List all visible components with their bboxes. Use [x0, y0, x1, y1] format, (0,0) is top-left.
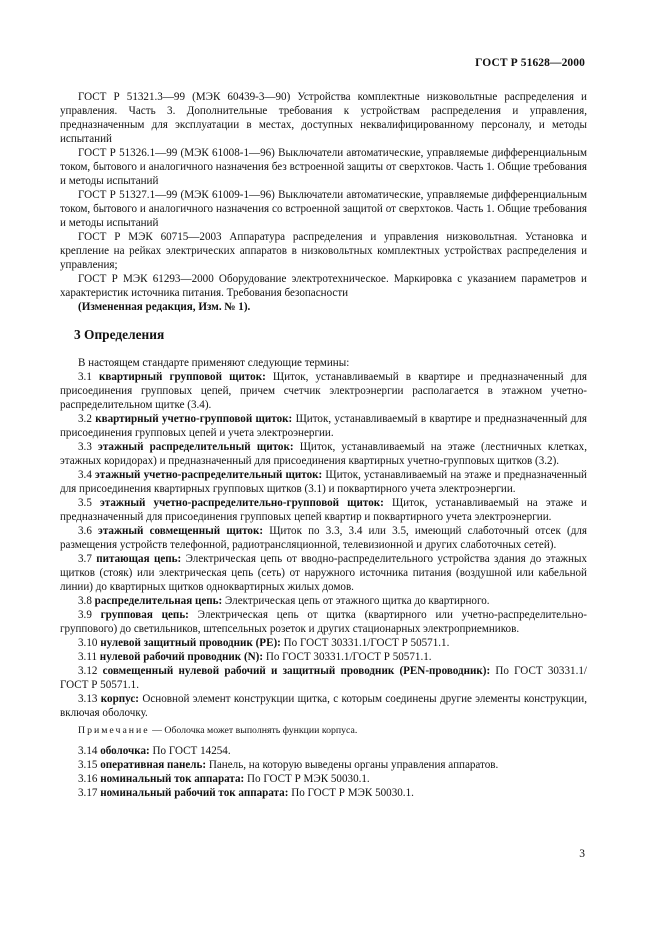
reference-item: ГОСТ Р 51327.1—99 (МЭК 61009-1—96) Выключатели автоматические, управляемые дифференциальным током, бытового и аналогичного назначения со встроенной защитой от сверхтоков. Часть 1. Общие требования и методы испытаний: [60, 189, 587, 229]
definition-number: 3.8: [78, 595, 92, 607]
definition-item: [60, 608, 587, 636]
definition-number: 3.17: [78, 787, 98, 799]
section-title: 3 Определения: [74, 327, 165, 342]
definition-item: [60, 692, 587, 720]
definition-item: [60, 744, 587, 758]
definition-number: 3.11: [78, 651, 98, 663]
definition-number: 3.16: [78, 773, 98, 785]
definition-number: 3.5: [78, 497, 92, 509]
definition-text: По ГОСТ 14254.: [149, 745, 231, 757]
note-text: — Оболочка может выполнять функции корпуса.: [149, 725, 358, 736]
definition-number: 3.10: [78, 637, 98, 649]
definition-term: нулевой рабочий проводник (N):: [99, 651, 264, 663]
definition-number: 3.13: [78, 693, 98, 705]
definition-term: этажный совмещенный щиток:: [98, 525, 264, 537]
definition-term: этажный распределительный щиток:: [98, 441, 294, 453]
definition-item: [60, 552, 587, 594]
definition-item: [60, 496, 587, 524]
definition-text: По ГОСТ Р МЭК 50030.1.: [288, 787, 414, 799]
definition-term: этажный учетно-распределительный щиток:: [95, 469, 323, 481]
page-number: 3: [579, 848, 585, 860]
definition-text: По ГОСТ Р МЭК 50030.1.: [244, 773, 370, 785]
definition-text: Щиток, устанавливаемый на этаже и предназначенный для присоединения квартирных групповых щитков (3.1) и поквартирного учета электроэнергии.: [60, 469, 587, 495]
definition-number: 3.2: [78, 413, 92, 425]
definition-term: номинальный рабочий ток аппарата:: [100, 787, 289, 799]
definition-text: Электрическая цепь от щитка (квартирного или учетно-распределительно-группового) до светильников, штепсельных розеток и других стационарных электроприемников.: [60, 609, 587, 635]
definition-term: корпус:: [100, 693, 139, 705]
definition-text: Панель, на которую выведены органы управления аппаратов.: [206, 759, 499, 771]
definition-number: 3.7: [78, 553, 92, 565]
note-label: Примечание: [78, 725, 150, 736]
definition-number: 3.6: [78, 525, 92, 537]
reference-item: ГОСТ Р МЭК 60715—2003 Аппаратура распределения и управления низковольтная. Установка и крепление на рейках электрических аппаратов в низковольтных комплектных устройствах распределения и управления;: [60, 231, 587, 271]
definition-term: распределительная цепь:: [94, 595, 223, 607]
definition-text: Электрическая цепь от этажного щитка до квартирного.: [222, 595, 490, 607]
definition-term: квартирный учетно-групповой щиток:: [95, 413, 293, 425]
definition-item: [60, 440, 587, 468]
definition-text: Щиток, устанавливаемый на этаже (лестничных клетках, этажных коридорах) и предназначенный для присоединения квартирных учетно-групповых щитков (3.2).: [60, 441, 587, 467]
definition-term: оперативная панель:: [100, 759, 207, 771]
reference-item: ГОСТ Р 51326.1—99 (МЭК 61008-1—96) Выключатели автоматические, управляемые дифференциальным током, бытового и аналогичного назначения без встроенной защиты от сверхтоков. Часть 1. Общие требования и методы испытаний: [60, 147, 587, 187]
definition-number: 3.9: [78, 609, 92, 621]
definition-item: [60, 468, 587, 496]
definition-text: По ГОСТ 30331.1/ГОСТ Р 50571.1.: [60, 665, 587, 691]
definition-term: совмещенный нулевой рабочий и защитный проводник (PEN-проводник):: [102, 665, 491, 677]
definition-term: этажный учетно-распределительно-групповой щиток:: [99, 497, 384, 509]
definition-number: 3.14: [78, 745, 98, 757]
definition-item: [60, 412, 587, 440]
definition-item: [60, 636, 587, 650]
definition-item: [60, 786, 587, 800]
definition-text: По ГОСТ 30331.1/ГОСТ Р 50571.1.: [263, 651, 432, 663]
definition-term: квартирный групповой щиток:: [98, 371, 266, 383]
document-body: [60, 90, 587, 800]
definition-text: Основной элемент конструкции щитка, с которым соединены другие элементы конструкции, включая оболочку.: [60, 693, 588, 719]
definition-item: [60, 664, 587, 692]
definition-number: 3.1: [78, 371, 92, 383]
definition-item: [60, 524, 587, 552]
definition-item: [60, 370, 587, 412]
definition-term: нулевой защитный проводник (PE):: [100, 637, 281, 649]
definition-item: [60, 650, 587, 664]
definition-number: 3.12: [78, 665, 98, 677]
definition-text: Щиток, устанавливаемый на этаже и предназначенный для присоединения групповых цепей квартир и поквартирного учета электроэнергии.: [60, 497, 587, 523]
definition-number: 3.15: [78, 759, 98, 771]
definition-text: Щиток, устанавливаемый в квартире и предназначенный для присоединения групповых цепей, причем счетчик электроэнергии располагается в этажном учетно-распределительном щитке (3.4).: [60, 371, 587, 411]
definition-term: питающая цепь:: [96, 553, 182, 565]
reference-item: ГОСТ Р МЭК 61293—2000 Оборудование электротехническое. Маркировка с указанием параметров и характеристик источника питания. Требования безопасности: [60, 273, 587, 299]
definition-number: 3.4: [78, 469, 92, 481]
section-intro: В настоящем стандарте применяют следующие термины:: [78, 357, 350, 369]
page-header: ГОСТ Р 51628—2000: [475, 57, 585, 69]
definition-term: номинальный ток аппарата:: [100, 773, 245, 785]
note: [60, 724, 587, 738]
definition-term: оболочка:: [100, 745, 150, 757]
definition-number: 3.3: [78, 441, 92, 453]
definition-text: Щиток по 3.3, 3.4 или 3.5, имеющий слаботочный отсек (для размещения устройств телефонной, радиотрансляционной, телевизионной и других слаботочных сетей).: [60, 525, 587, 551]
definition-term: групповая цепь:: [100, 609, 189, 621]
reference-item: ГОСТ Р 51321.3—99 (МЭК 60439-3—90) Устройства комплектные низковольтные распределения и управления. Часть 3. Дополнительные требования к устройствам распределения и управления, предназначенным для эксплуатации в местах, доступных неквалифицированному персоналу, и методы испытаний: [60, 91, 587, 145]
amendment-note: (Измененная редакция, Изм. № 1).: [78, 301, 251, 313]
definition-item: [60, 772, 587, 786]
definition-item: [60, 594, 587, 608]
definition-text: Электрическая цепь от вводно-распределительного устройства здания до этажных щитков (стояк) или электрическая цепь (сеть) от наружного источника питания (воздушной или кабельной линии) до квартирных щитков одноквартирных жилых домов.: [60, 553, 587, 593]
definition-text: Щиток, устанавливаемый в квартире и предназначенный для присоединения групповых цепей и учета электроэнергии.: [60, 413, 587, 439]
definition-text: По ГОСТ 30331.1/ГОСТ Р 50571.1.: [280, 637, 450, 649]
definition-item: [60, 758, 587, 772]
